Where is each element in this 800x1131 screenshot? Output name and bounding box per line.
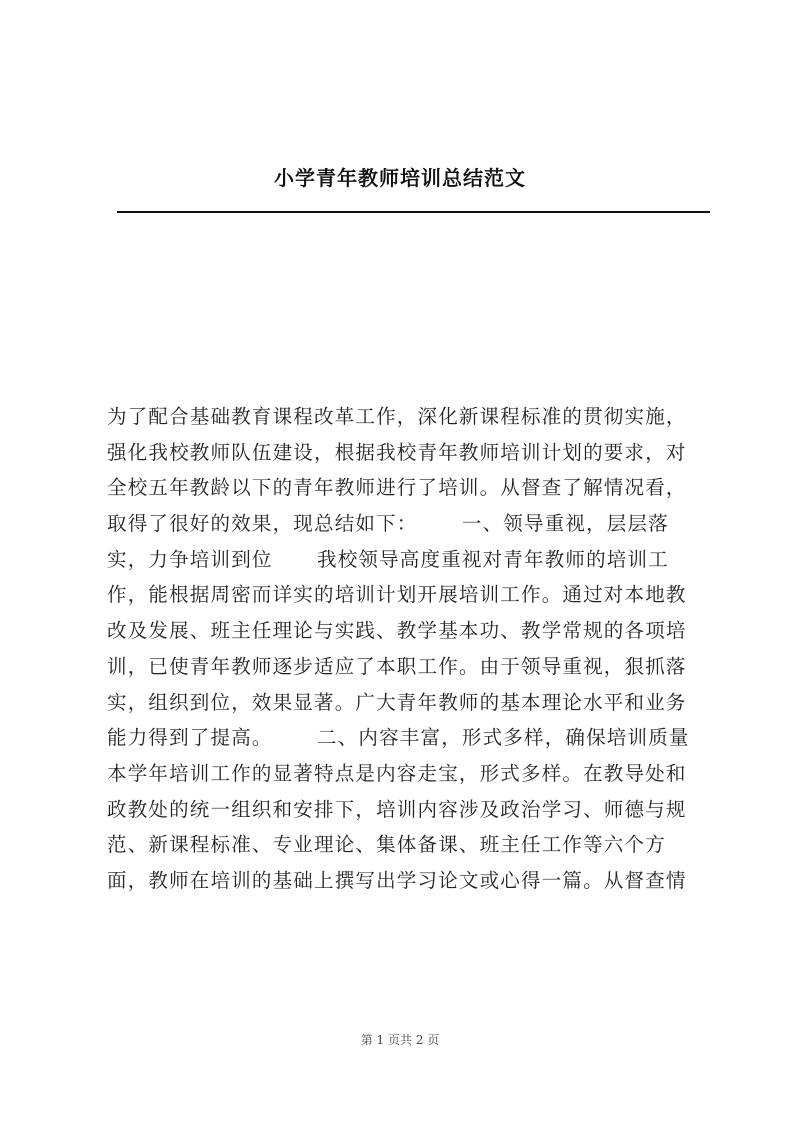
body-line: 范、新课程标准、专业理论、集体备课、班主任工作等六个方 [107,833,666,857]
document-title: 小学青年教师培训总结范文 [274,166,526,190]
title-underline [117,211,710,213]
body-line: 训，已使青年教师逐步适应了本职工作。由于领导重视，狠抓落 [107,654,687,678]
body-line: 作，能根据周密而详实的培训计划开展培训工作。通过对本地教 [107,583,687,607]
body-line: 政教处的统一组织和安排下，培训内容涉及政治学习、师德与规 [107,797,687,821]
page-number-footer: 第 1 页共 2 页 [360,1033,440,1047]
body-line: 取得了很好的效果，现总结如下： 一、领导重视，层层落 [107,512,669,536]
body-line: 面，教师在培训的基础上撰写出学习论文或心得一篇。从督查情 [107,868,687,892]
body-line: 实，组织到位，效果显著。广大青年教师的基本理论水平和业务 [107,690,687,714]
body-line: 改及发展、班主任理论与实践、教学基本功、教学常规的各项培 [107,619,687,643]
body-line: 强化我校教师队伍建设，根据我校青年教师培训计划的要求，对 [107,440,687,464]
body-line: 实，力争培训到位 我校领导高度重视对青年教师的培训工 [107,547,669,571]
body-line: 全校五年教龄以下的青年教师进行了培训。从督查了解情况看， [107,476,687,500]
body-line: 能力得到了提高。 二、内容丰富，形式多样，确保培训质量 [107,726,690,750]
document-body [107,399,727,899]
body-line: 本学年培训工作的显著特点是内容走宝，形式多样。在教导处和 [107,761,687,785]
body-line: 为了配合基础教育课程改革工作，深化新课程标准的贯彻实施， [107,405,687,428]
